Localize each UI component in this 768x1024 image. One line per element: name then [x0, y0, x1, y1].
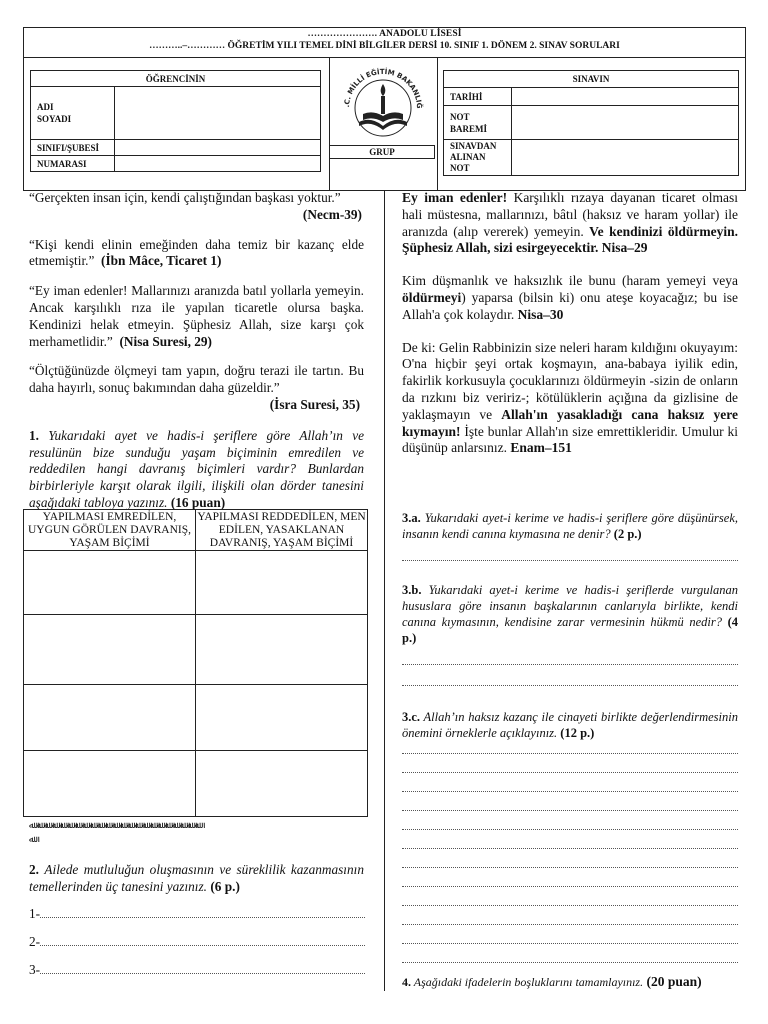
- answer-dots: [402, 943, 738, 944]
- answer-dots: [402, 664, 738, 665]
- allah-ornament-1: ﷲ ﷲ ﷲ ﷲ ﷲ ﷲ ﷲ ﷲ ﷲ ﷲ ﷲ ﷲ ﷲ ﷲ ﷲ ﷲ ﷲ ﷲ ﷲ ﷲ ﷲ ﷲ ﷲ: [29, 820, 200, 830]
- question-2-text: Ailede mutluluğun oluşmasının ve süreklilik kazanmasının temellerinden üç tanesini yazınız.: [29, 862, 364, 894]
- answer-line-2[interactable]: [29, 932, 365, 950]
- question-4-number: 4.: [402, 975, 411, 989]
- answer-1-dots: [40, 917, 365, 918]
- quote-4-text: “Ölçtüğünüzde ölçmeyi tam yapın, doğru terazi ile tartın. Bu daha hayırlı, sonuç bakımından daha güzeldir.”: [29, 363, 364, 396]
- answer-cell[interactable]: [196, 685, 368, 751]
- school-name: …………………. ANADOLU LİSESİ: [307, 29, 462, 39]
- question-1: [29, 428, 364, 512]
- quote-1-text: “Gerçekten insan için, kendi çalıştığından başkası yoktur.”: [29, 190, 341, 205]
- exam-header-label: SINAVIN: [444, 71, 739, 88]
- answer-cell[interactable]: [24, 551, 196, 615]
- quote-4: [29, 363, 364, 413]
- question-2-answers: [29, 904, 365, 978]
- ministry-logo-icon: [337, 58, 429, 150]
- exam-info-table: [443, 70, 739, 176]
- quote-2-ref: (İbn Mâce, Ticaret 1): [101, 253, 222, 269]
- question-3c-points: (12 p.): [557, 726, 595, 740]
- table-head-commanded: YAPILMASI EMREDİLEN, UYGUN GÖRÜLEN DAVRANIŞ, YAŞAM BİÇİMİ: [24, 510, 196, 551]
- logo-text: .C. MİLLİ EĞİTİM BAKANLIĞ: [342, 67, 424, 109]
- number-label: NUMARASI: [31, 156, 115, 172]
- answer-dots: [402, 886, 738, 887]
- answer-1-label: 1-: [29, 906, 41, 921]
- answer-cell[interactable]: [24, 685, 196, 751]
- quote-1: [29, 190, 364, 224]
- question-2: [29, 862, 364, 896]
- answer-dots: [402, 772, 738, 773]
- quote-2-text: “Kişi kendi elinin emeğinden daha temiz bir kazanç elde etmemiştir.”: [29, 236, 364, 269]
- verse-2-ref: Nisa–30: [514, 306, 564, 322]
- verse-2-text-b: ) yaparsa (bilsin ki) onu ateşe koyacağız; bu ise Allah'a çok kolaydır.: [402, 289, 738, 322]
- name-label: ADI SOYADI: [31, 87, 115, 140]
- question-3a-answer-lines[interactable]: [402, 560, 738, 561]
- grade-scale-label: NOT BAREMİ: [444, 106, 512, 140]
- verse-3-text-b: İşte bunlar Allah'ın size emrettikleridir. Umulur ki düşünüp anlarsınız.: [402, 423, 738, 456]
- student-info-table: [30, 70, 321, 172]
- question-4-text: Aşağıdaki ifadelerin boşluklarını tamamlayınız.: [411, 975, 644, 989]
- question-4: [402, 974, 738, 991]
- verse-3-text-a: De ki: Gelin Rabbinizin size neleri haram kıldığını okuyayım: O'na hiçbir şeyi ortak koşmayın, ana-babaya iyilik edin, fakirlik korkusuyla çocuklarınızı öldürmeyin -sizin de onların da rızkını biz veririz-; kötülüklerin açığına da gizlisine de yaklaşmayın ve: [402, 339, 738, 422]
- student-header: ÖĞRENCİNİN: [31, 71, 321, 87]
- verse-nisa-29: [402, 190, 738, 257]
- quote-2: [29, 237, 364, 271]
- behaviour-table: [23, 509, 368, 817]
- answer-dots: [402, 753, 738, 754]
- answer-dots: [402, 867, 738, 868]
- verse-2-text-a: Kim düşmanlık ve haksızlık ile bunu (haram yemeyi veya: [402, 273, 738, 289]
- answer-dots: [402, 848, 738, 849]
- answer-dots: [402, 560, 738, 561]
- name-field[interactable]: [115, 87, 321, 140]
- answer-cell[interactable]: [196, 751, 368, 817]
- answer-line-1[interactable]: [29, 904, 365, 922]
- question-2-number: 2.: [29, 862, 39, 877]
- exam-title: ………..–………… ÖĞRETİM YILI TEMEL DİNİ BİLGİLER DERSİ 10. SINIF 1. DÖNEM 2. SINAV SORULARI: [149, 41, 620, 51]
- svg-text:T.C. MİLLİ EĞİTİM BAKANLIĞI: [337, 58, 424, 109]
- question-3c-text: Allah’ın haksız kazanç ile cinayeti birlikte değerlendirmesinin önemini örneklerle açıklayınız.: [402, 710, 738, 740]
- column-divider: [384, 191, 385, 991]
- verse-3-ref: Enam–151: [506, 440, 572, 456]
- verse-1-text: Karşılıklı rızaya dayanan ticaret olması hali müstesna, mallarınızı, bâtıl (haksız ve haram yollar) ile aranızda (alıp vererek) yemeyin.: [402, 190, 738, 239]
- answer-2-label: 2-: [29, 934, 41, 949]
- answer-dots: [402, 810, 738, 811]
- question-1-text: Yukarıdaki ayet ve hadis-i şeriflere göre Allah’ın ve resulünün bize sunduğu yaşam biçiminin emredilen ve reddedilen hangi davranış biçimleri vardır? Bunlardan birbirleriyle karşıt olarak ilgili, ilişkili olan dörder tanesini aşağıdaki tabloya yazınız.: [29, 427, 364, 510]
- score-field[interactable]: [512, 140, 739, 176]
- allah-ornament-row: [29, 818, 369, 846]
- verse-1-start: Ey iman edenler!: [402, 190, 508, 205]
- question-3a-points: (2 p.): [610, 527, 642, 541]
- question-3b: [402, 582, 738, 646]
- class-field[interactable]: [115, 140, 321, 156]
- grade-scale-field[interactable]: [512, 106, 739, 140]
- verse-3-bold: Allah'ın yasakladığı cana haksız yere kıymayın!: [402, 406, 738, 439]
- header-divider-right: [437, 57, 438, 190]
- answer-dots: [402, 791, 738, 792]
- answer-cell[interactable]: [196, 615, 368, 685]
- answer-line-3[interactable]: [29, 960, 365, 978]
- question-4-points: (20 puan): [643, 974, 702, 989]
- answer-dots: [402, 962, 738, 963]
- allah-ornament-2: ﷲ: [29, 834, 35, 844]
- question-3b-answer-lines[interactable]: [402, 664, 738, 686]
- question-3b-text: Yukarıdaki ayet-i kerime ve hadis-i şeriflerde vurgulanan hususlara göre insanın başkalarının canlarıyla birlikte, kendi canına kıymasının, kendisine zarar vermesinin hükmü nedir?: [402, 583, 738, 629]
- number-field[interactable]: [115, 156, 321, 172]
- verse-1-end: Ve kendinizi öldürmeyin. Şüphesiz Allah, sizi esirgeyecektir. Nisa–29: [402, 223, 738, 256]
- answer-dots: [402, 685, 738, 686]
- quote-1-ref: (Necm-39): [302, 206, 362, 222]
- quote-3: [29, 283, 364, 350]
- question-3c-answer-lines[interactable]: [402, 753, 738, 963]
- answer-3-label: 3-: [29, 962, 41, 977]
- quote-4-ref: (İsra Suresi, 35): [269, 396, 360, 412]
- question-3a-number: 3.a.: [402, 511, 421, 525]
- answer-dots: [402, 924, 738, 925]
- question-3b-points: (4 p.): [402, 615, 738, 645]
- verse-2-bold: öldürmeyi: [402, 289, 462, 305]
- question-2-points: (6 p.): [210, 878, 240, 894]
- question-3c: [402, 709, 738, 741]
- question-1-number: 1.: [29, 427, 39, 443]
- header-divider-left: [329, 57, 330, 190]
- answer-cell[interactable]: [196, 551, 368, 615]
- group-label: GRUP: [329, 145, 435, 159]
- answer-cell[interactable]: [24, 615, 196, 685]
- verse-enam-151: [402, 340, 738, 458]
- class-label: SINIFI/ŞUBESİ: [31, 140, 115, 156]
- answer-dots: [402, 905, 738, 906]
- answer-2-dots: [40, 945, 365, 946]
- question-3a: [402, 510, 738, 542]
- question-1-points: (16 puan): [170, 494, 226, 510]
- answer-cell[interactable]: [24, 751, 196, 817]
- date-field[interactable]: [512, 88, 739, 106]
- question-3b-number: 3.b.: [402, 583, 422, 597]
- quote-3-ref: (Nisa Suresi, 29): [119, 333, 212, 349]
- table-head-forbidden: YAPILMASI REDDEDİLEN, MEN EDİLEN, YASAKLANAN DAVRANIŞ, YAŞAM BİÇİMİ: [197, 511, 366, 549]
- verse-nisa-30: [402, 273, 738, 323]
- score-label: SINAVDAN ALINAN NOT: [444, 140, 512, 176]
- quote-3-text: “Ey iman edenler! Mallarınızı aranızda batıl yollarla yemeyin. Ancak karşılıklı rıza ile yapılan ticaretle olursa başka. Kendinizi helak etmeyin. Şüphesiz Allah, size karşı çok merhametlidir.”: [29, 283, 364, 349]
- left-column: [29, 190, 364, 512]
- question-3a-text: Yukarıdaki ayet-i kerime ve hadis-i şeriflere göre düşünürsek, insanın kendi canına kıymasına ne denir?: [402, 511, 738, 541]
- question-3c-number: 3.c.: [402, 710, 421, 724]
- date-label: TARİHİ: [444, 88, 512, 106]
- right-column: [402, 190, 738, 457]
- answer-dots: [402, 829, 738, 830]
- answer-3-dots: [40, 973, 365, 974]
